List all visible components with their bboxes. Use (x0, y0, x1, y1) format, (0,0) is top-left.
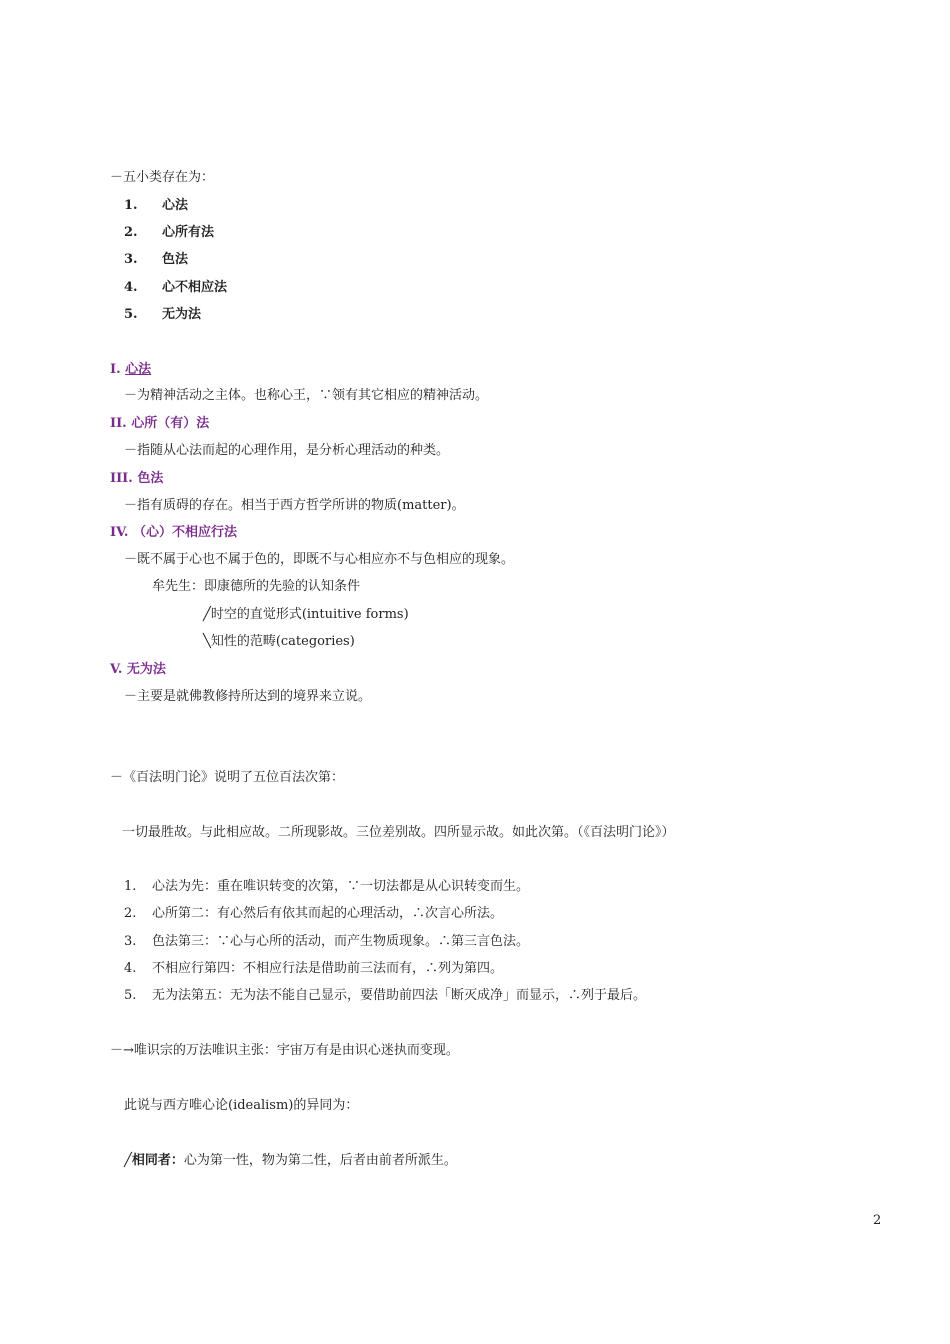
section-desc-3: －指有质碍的存在。相当于西方哲学所讲的物质(matter)。 (124, 498, 465, 513)
list-number: 1. (124, 879, 137, 894)
same-label: ╱相同者： (124, 1153, 184, 1168)
section-title: 色法 (137, 471, 164, 486)
section-number: V. (110, 662, 123, 677)
list-text: 色法 (162, 252, 189, 267)
intro-line: －五小类存在为： (110, 170, 215, 185)
section-number: I. (110, 362, 121, 377)
list-text: 心法为先：重在唯识转变的次第，∵一切法都是从心识转变而生。 (152, 879, 530, 894)
section-desc-2: －指随从心法而起的心理作用，是分析心理活动的种类。 (124, 443, 450, 458)
list-number: 3. (124, 934, 137, 949)
section-desc-5: －主要是就佛教修持所达到的境界来立说。 (124, 689, 372, 704)
section-number: II. (110, 416, 127, 431)
section-heading-2 (110, 416, 209, 432)
list-number: 5. (124, 988, 137, 1003)
list-item (124, 988, 646, 1004)
list-text: 色法第三：∵心与心所的活动，而产生物质现象。∴第三言色法。 (152, 934, 530, 949)
mou-sub-1: ╱时空的直觉形式(intuitive forms) (203, 607, 409, 622)
section-heading-1 (110, 362, 151, 378)
order-intro: －《百法明门论》说明了五位百法次第： (110, 770, 345, 785)
same-line (124, 1153, 457, 1169)
list-item (124, 961, 503, 977)
section-number: IV. (110, 525, 129, 540)
mou-sub-2: ╲知性的范畴(categories) (203, 634, 355, 649)
list-item (124, 225, 214, 241)
section-number: III. (110, 471, 133, 486)
list-text: 心法 (162, 198, 189, 213)
section-title: 心所（有）法 (131, 416, 210, 431)
list-number: 3. (124, 252, 138, 267)
section-heading-4 (110, 525, 237, 541)
list-text: 不相应行第四：不相应行法是借助前三法而有，∴列为第四。 (152, 961, 504, 976)
list-item (124, 307, 201, 323)
list-text: 无为法第五：无为法不能自己显示，要借助前四法「断灭成净」而显示，∴列于最后。 (152, 988, 647, 1003)
same-text: 心为第一性，物为第二性，后者由前者所派生。 (183, 1153, 457, 1168)
weishi-line: －→唯识宗的万法唯识主张：宇宙万有是由识心迷执而变现。 (110, 1043, 459, 1058)
list-number: 4. (124, 280, 138, 295)
list-number: 2. (124, 906, 137, 921)
quote-line: 一切最胜故。与此相应故。二所现影故。三位差别故。四所显示故。如此次第。（《百法明门论》） (122, 825, 675, 840)
list-number: 1. (124, 198, 138, 213)
section-desc-1: －为精神活动之主体。也称心王，∵领有其它相应的精神活动。 (124, 388, 489, 403)
list-number: 4. (124, 961, 137, 976)
list-item (124, 934, 529, 950)
section-desc-4: －既不属于心也不属于色的，即既不与心相应亦不与色相应的现象。 (124, 552, 515, 567)
section-heading-5 (110, 662, 166, 678)
section-heading-3 (110, 471, 163, 487)
list-text: 心不相应法 (162, 280, 228, 295)
mou-note: 牟先生：即康德所的先验的认知条件 (152, 579, 361, 594)
list-item (124, 879, 529, 895)
list-item (124, 280, 227, 296)
section-title: 心法 (125, 362, 152, 377)
list-text: 心所第二：有心然后有依其而起的心理活动，∴次言心所法。 (152, 906, 504, 921)
list-number: 5. (124, 307, 138, 322)
section-title: （心）不相应行法 (132, 525, 237, 540)
compare-line: 此说与西方唯心论(idealism)的异同为： (124, 1098, 359, 1113)
page-number: 2 (873, 1213, 882, 1228)
list-item (124, 252, 188, 268)
list-number: 2. (124, 225, 138, 240)
list-text: 心所有法 (162, 225, 215, 240)
list-item (124, 198, 188, 214)
list-item (124, 906, 503, 922)
list-text: 无为法 (162, 307, 202, 322)
section-title: 无为法 (126, 662, 166, 677)
